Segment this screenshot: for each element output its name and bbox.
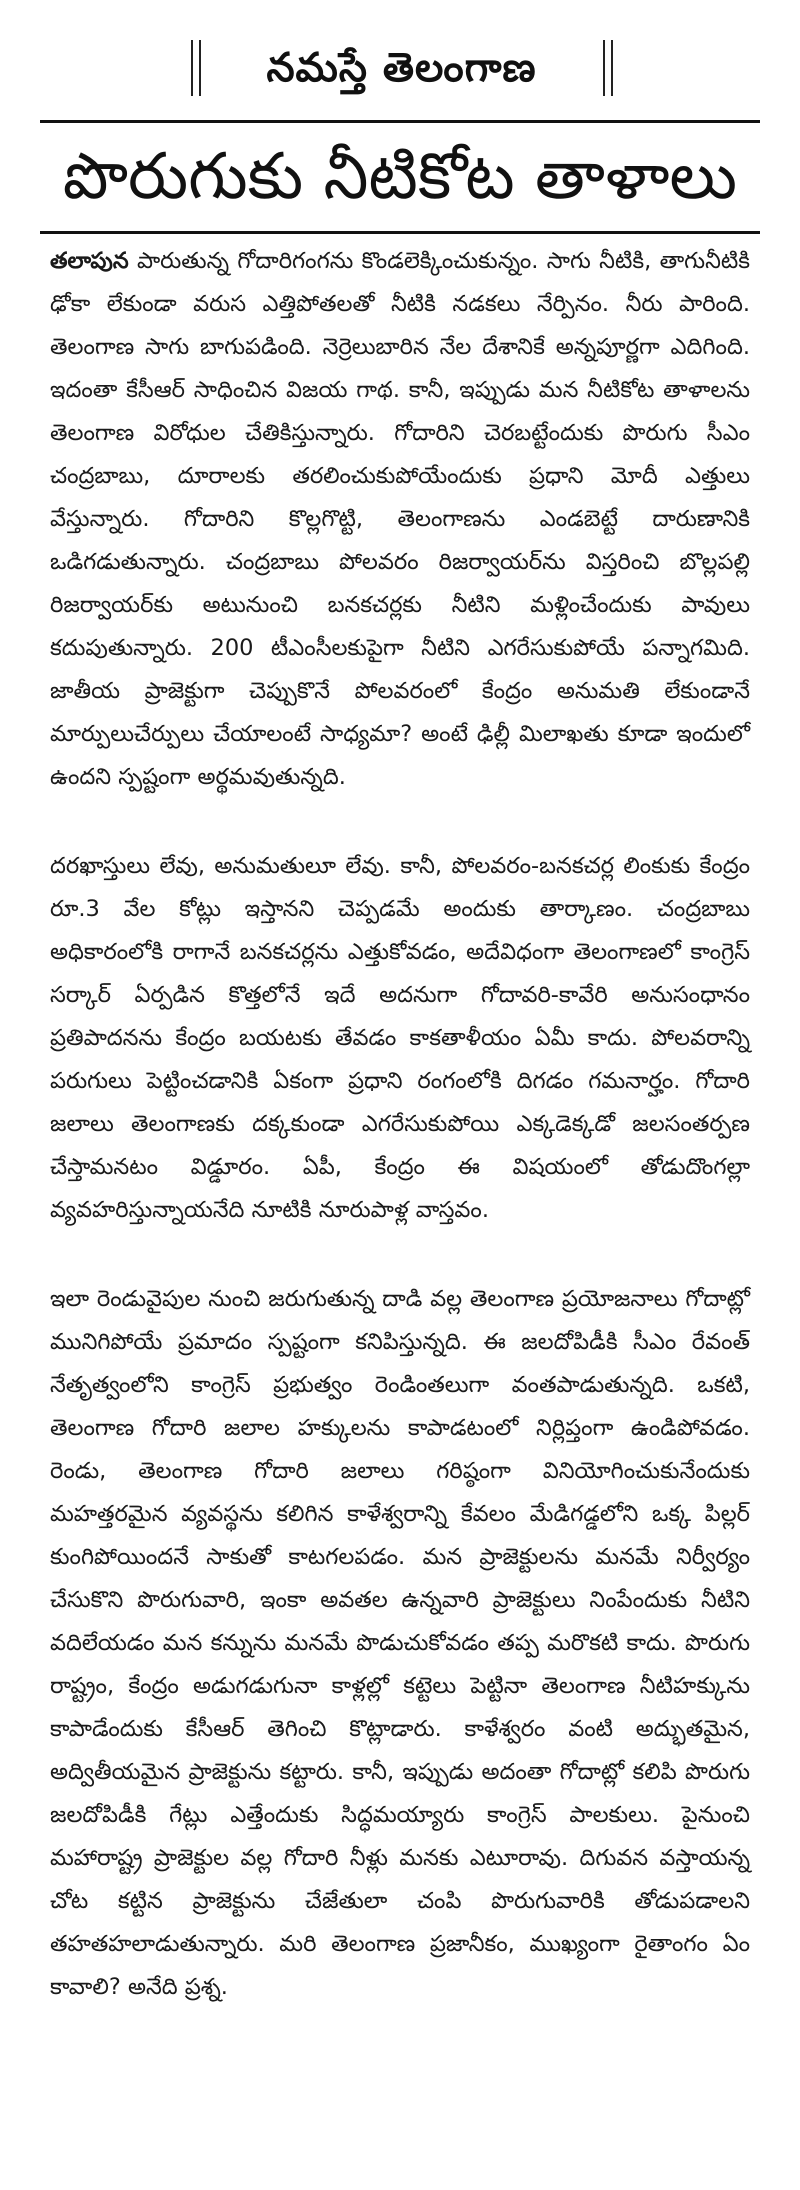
masthead-left-rule [191,40,193,96]
paragraph-1-text: పారుతున్న గోదారిగంగను కొండలెక్కించుకున్నం. సాగు నీటికి, తాగునీటికి ఢోకా లేకుండా వరుస ఎత్తిపోతలతో నీటికి నడకలు నేర్పినం. నీరు పారింది. తెలంగాణ సాగు బాగుపడింది. నెర్రెలుబారిన నేల దేశానికే అన్నపూర్ణగా ఎదిగింది. ఇదంతా కేసీఆర్ సాధించిన విజయ గాథ. కానీ, ఇప్పుడు మన నీటికోట తాళాలను తెలంగాణ విరోధుల చేతికిస్తున్నారు. గోదారిని చెరబట్టేందుకు పొరుగు సీఎం చంద్రబాబు, దూరాలకు తరలించుకుపోయేందుకు ప్రధాని మోదీ ఎత్తులు వేస్తున్నారు. గోదారిని కొల్లగొట్టి, తెలంగాణను ఎండబెట్టే దారుణానికి ఒడిగడుతున్నారు. చంద్రబాబు పోలవరం రిజర్వాయర్‌ను విస్తరించి బొల్లపల్లి రిజర్వాయర్‌కు అటునుంచి బనకచర్లకు నీటిని మళ్లించేందుకు పావులు కదుపుతున్నారు. 200 టీఎంసీలకుపైగా నీటిని ఎగరేసుకుపోయే పన్నాగమిది. జాతీయ ప్రాజెక్టుగా చెప్పుకొనే పోలవరంలో కేంద్రం అనుమతి లేకుండానే మార్పులుచేర్పులు చేయాలంటే సాధ్యమా? అంటే ఢిల్లీ మిలాఖతు కూడా ఇందులో ఉందని స్పష్టంగా అర్థమవుతున్నది. [50,248,750,790]
article-body [50,240,750,2009]
masthead [0,30,800,106]
masthead-right-rule-inner [603,40,605,96]
paragraph-1 [50,240,750,799]
paragraph-2: దరఖాస్తులు లేవు, అనుమతులూ లేవు. కానీ, పోలవరం-బనకచర్ల లింకుకు కేంద్రం రూ.3 వేల కోట్లు ఇస్తానని చెప్పడమే అందుకు తార్కాణం. చంద్రబాబు అధికారంలోకి రాగానే బనకచర్లను ఎత్తుకోవడం, అదేవిధంగా తెలంగాణలో కాంగ్రెస్ సర్కార్ ఏర్పడిన కొత్తలోనే ఇదే అదనుగా గోదావరి-కావేరి అనుసంధానం ప్రతిపాదనను కేంద్రం బయటకు తేవడం కాకతాళీయం ఏమీ కాదు. పోలవరాన్ని పరుగులు పెట్టించడానికి ఏకంగా ప్రధాని రంగంలోకి దిగడం గమనార్హం. గోదారి జలాలు తెలంగాణకు దక్కకుండా ఎగరేసుకుపోయి ఎక్కడెక్కడో జలసంతర్పణ చేస్తామనటం విడ్డూరం. ఏపీ, కేంద్రం ఈ విషయంలో తోడుదొంగల్లా వ్యవహరిస్తున్నాయనేది నూటికి నూరుపాళ్ల వాస్తవం. [50,853,750,1223]
paragraph-3: ఇలా రెండువైపుల నుంచి జరుగుతున్న దాడి వల్ల తెలంగాణ ప్రయోజనాలు గోదాట్లో మునిగిపోయే ప్రమాదం స్పష్టంగా కనిపిస్తున్నది. ఈ జలదోపిడీకి సీఎం రేవంత్ నేతృత్వంలోని కాంగ్రెస్ ప్రభుత్వం రెండింతలుగా వంతపాడుతున్నది. ఒకటి, తెలంగాణ గోదారి జలాల హక్కులను కాపాడటంలో నిర్లిప్తంగా ఉండిపోవడం. రెండు, తెలంగాణ గోదారి జలాలు గరిష్ఠంగా వినియోగించుకునేందుకు మహత్తరమైన వ్యవస్థను కలిగిన కాళేశ్వరాన్ని కేవలం మేడిగడ్డలోని ఒక్క పిల్లర్ కుంగిపోయిందనే సాకుతో కాటగలపడం. మన ప్రాజెక్టులను మనమే నిర్వీర్యం చేసుకొని పొరుగువారి, ఇంకా అవతల ఉన్నవారి ప్రాజెక్టులు నింపేందుకు నీటిని వదిలేయడం మన కన్నును మనమే పొడుచుకోవడం తప్ప మరొకటి కాదు. పొరుగు రాష్ట్రం, కేంద్రం అడుగడుగునా కాళ్లల్లో కట్టెలు పెట్టినా తెలంగాణ నీటిహక్కును కాపాడేందుకు కేసీఆర్ తెగించి కొట్లాడారు. కాళేశ్వరం వంటి అద్భుతమైన, అద్వితీయమైన ప్రాజెక్టును కట్టారు. కానీ, ఇప్పుడు అదంతా గోదాట్లో కలిపి పొరుగు జలదోపిడీకి గేట్లు ఎత్తేందుకు సిద్ధమయ్యారు కాంగ్రెస్ పాలకులు. పైనుంచి మహారాష్ట్ర ప్రాజెక్టుల వల్ల గోదారి నీళ్లు మనకు ఎటూరావు. దిగువన వస్తాయన్న చోట కట్టిన ప్రాజెక్టును చేజేతులా చంపి పొరుగువారికి తోడుపడాలని తహతహలాడుతున్నారు. మరి తెలంగాణ ప్రజానీకం, ముఖ్యంగా రైతాంగం ఏం కావాలి? అనేది ప్రశ్న. [50,1286,750,2000]
headline: పొరుగుకు నీటికోట తాళాలు [40,120,760,234]
masthead-right-rule [611,40,613,96]
lead-word: తలాపున [50,248,129,274]
newspaper-name: నమస్తే తెలంగాణ [266,44,537,91]
